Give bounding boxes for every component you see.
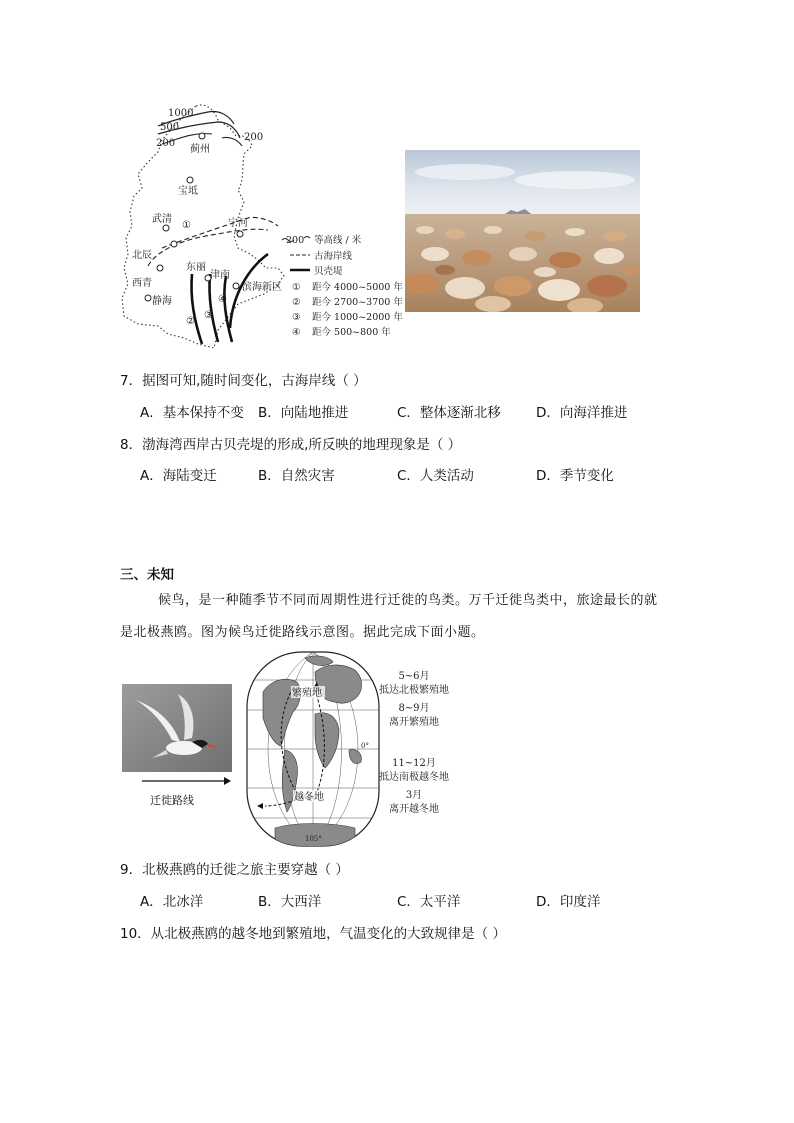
shell-beach-photo xyxy=(405,150,640,312)
q7-option-c[interactable]: C．整体逐渐北移 xyxy=(397,405,501,421)
q7-option-d[interactable]: D．向海洋推进 xyxy=(536,405,628,421)
shell-bank xyxy=(191,274,202,344)
legend-contour-label: 等高线 / 米 xyxy=(314,235,362,246)
note-time: 8~9月 xyxy=(398,703,430,714)
note-desc: 离开繁殖地 xyxy=(389,717,439,728)
legend-num: ① xyxy=(292,282,301,293)
place-label: 宁河 xyxy=(228,218,248,229)
wintering-ground-label: 越冬地 xyxy=(294,792,324,803)
route-legend-label: 迁徙路线 xyxy=(150,794,194,807)
legend-era: 距今 500~800 年 xyxy=(312,327,391,338)
q8-option-c[interactable]: C．人类活动 xyxy=(397,468,474,484)
contour-label: 1000 xyxy=(168,108,194,119)
intro-paragraph-line1: 候鸟，是一种随季节不同而周期性进行迁徙的鸟类。万千迁徙鸟类中，旅途最长的就 xyxy=(158,593,658,608)
contour-label: 200 xyxy=(156,138,176,149)
section-title: 三、未知 xyxy=(120,567,174,583)
place-label: 武清 xyxy=(152,214,172,225)
shell-bank xyxy=(224,276,232,342)
note-time: 5~6月 xyxy=(398,671,430,682)
q9-option-d[interactable]: D．印度洋 xyxy=(536,894,601,910)
note-desc: 抵达北极繁殖地 xyxy=(379,685,449,696)
coastline-number: ② xyxy=(186,316,195,327)
place-label: 静海 xyxy=(152,296,172,307)
contour-label: 500 xyxy=(160,122,180,133)
contour-label: 200 xyxy=(244,132,264,143)
migration-notes xyxy=(370,668,490,818)
place-label: 滨海新区 xyxy=(242,282,282,293)
shell-bank xyxy=(209,274,218,342)
place-label: 西青 xyxy=(132,278,152,289)
longitude-label: 0° xyxy=(361,742,369,750)
longitude-label: 105° xyxy=(305,835,322,843)
legend-bank-label: 贝壳堤 xyxy=(314,266,343,277)
place-label: 东丽 xyxy=(186,262,206,273)
place-label: 宝坻 xyxy=(178,186,198,197)
q7-option-a[interactable]: A．基本保持不变 xyxy=(140,405,244,421)
legend-num: ② xyxy=(292,297,301,308)
legend-num: ③ xyxy=(292,312,301,323)
place-label: 津南 xyxy=(210,270,230,281)
legend-era: 距今 2700~3700 年 xyxy=(312,297,403,308)
q9-option-b[interactable]: B．大西洋 xyxy=(258,894,322,910)
note-desc: 抵达南极越冬地 xyxy=(379,772,449,783)
question-10: 10．从北极燕鸥的越冬地到繁殖地，气温变化的大致规律是（ ） xyxy=(120,926,506,942)
q8-option-d[interactable]: D．季节变化 xyxy=(536,468,614,484)
ancient-coastline xyxy=(162,217,278,248)
question-8: 8．渤海湾西岸古贝壳堤的形成,所反映的地理现象是（ ） xyxy=(120,437,462,453)
question-7: 7．据图可知,随时间变化，古海岸线（ ） xyxy=(120,373,367,389)
legend-era: 距今 4000~5000 年 xyxy=(312,282,403,293)
coastline-number: ③ xyxy=(204,310,213,321)
ancient-coastline xyxy=(148,229,268,266)
q9-option-a[interactable]: A．北冰洋 xyxy=(140,894,204,910)
legend-num: ④ xyxy=(292,327,301,338)
question-9: 9．北极燕鸥的迁徙之旅主要穿越（ ） xyxy=(120,862,349,878)
q8-option-a[interactable]: A．海陆变迁 xyxy=(140,468,217,484)
q7-option-b[interactable]: B．向陆地推进 xyxy=(258,405,349,421)
coastline-number: ④ xyxy=(218,294,227,305)
legend-coast-label: 古海岸线 xyxy=(314,251,353,262)
coastline-number: ① xyxy=(182,220,191,231)
intro-paragraph-line2: 是北极燕鸥。图为候鸟迁徙路线示意图。据此完成下面小题。 xyxy=(120,625,485,640)
route-legend-arrow xyxy=(140,775,232,787)
arctic-tern-photo xyxy=(122,684,232,772)
place-label: 蓟州 xyxy=(190,144,210,155)
migration-world-map xyxy=(245,650,381,848)
place-label: 北辰 xyxy=(132,250,152,261)
q8-option-b[interactable]: B．自然灾害 xyxy=(258,468,335,484)
note-desc: 离开越冬地 xyxy=(389,804,439,815)
breeding-ground-label: 繁殖地 xyxy=(292,688,322,699)
map-legend xyxy=(282,234,403,338)
legend-era: 距今 1000~2000 年 xyxy=(312,312,403,323)
note-time: 11~12月 xyxy=(392,758,436,769)
q9-option-c[interactable]: C．太平洋 xyxy=(397,894,461,910)
tianjin-coastline-map xyxy=(118,98,408,356)
legend-contour-value: 200 xyxy=(286,235,305,246)
note-time: 3月 xyxy=(405,790,423,801)
